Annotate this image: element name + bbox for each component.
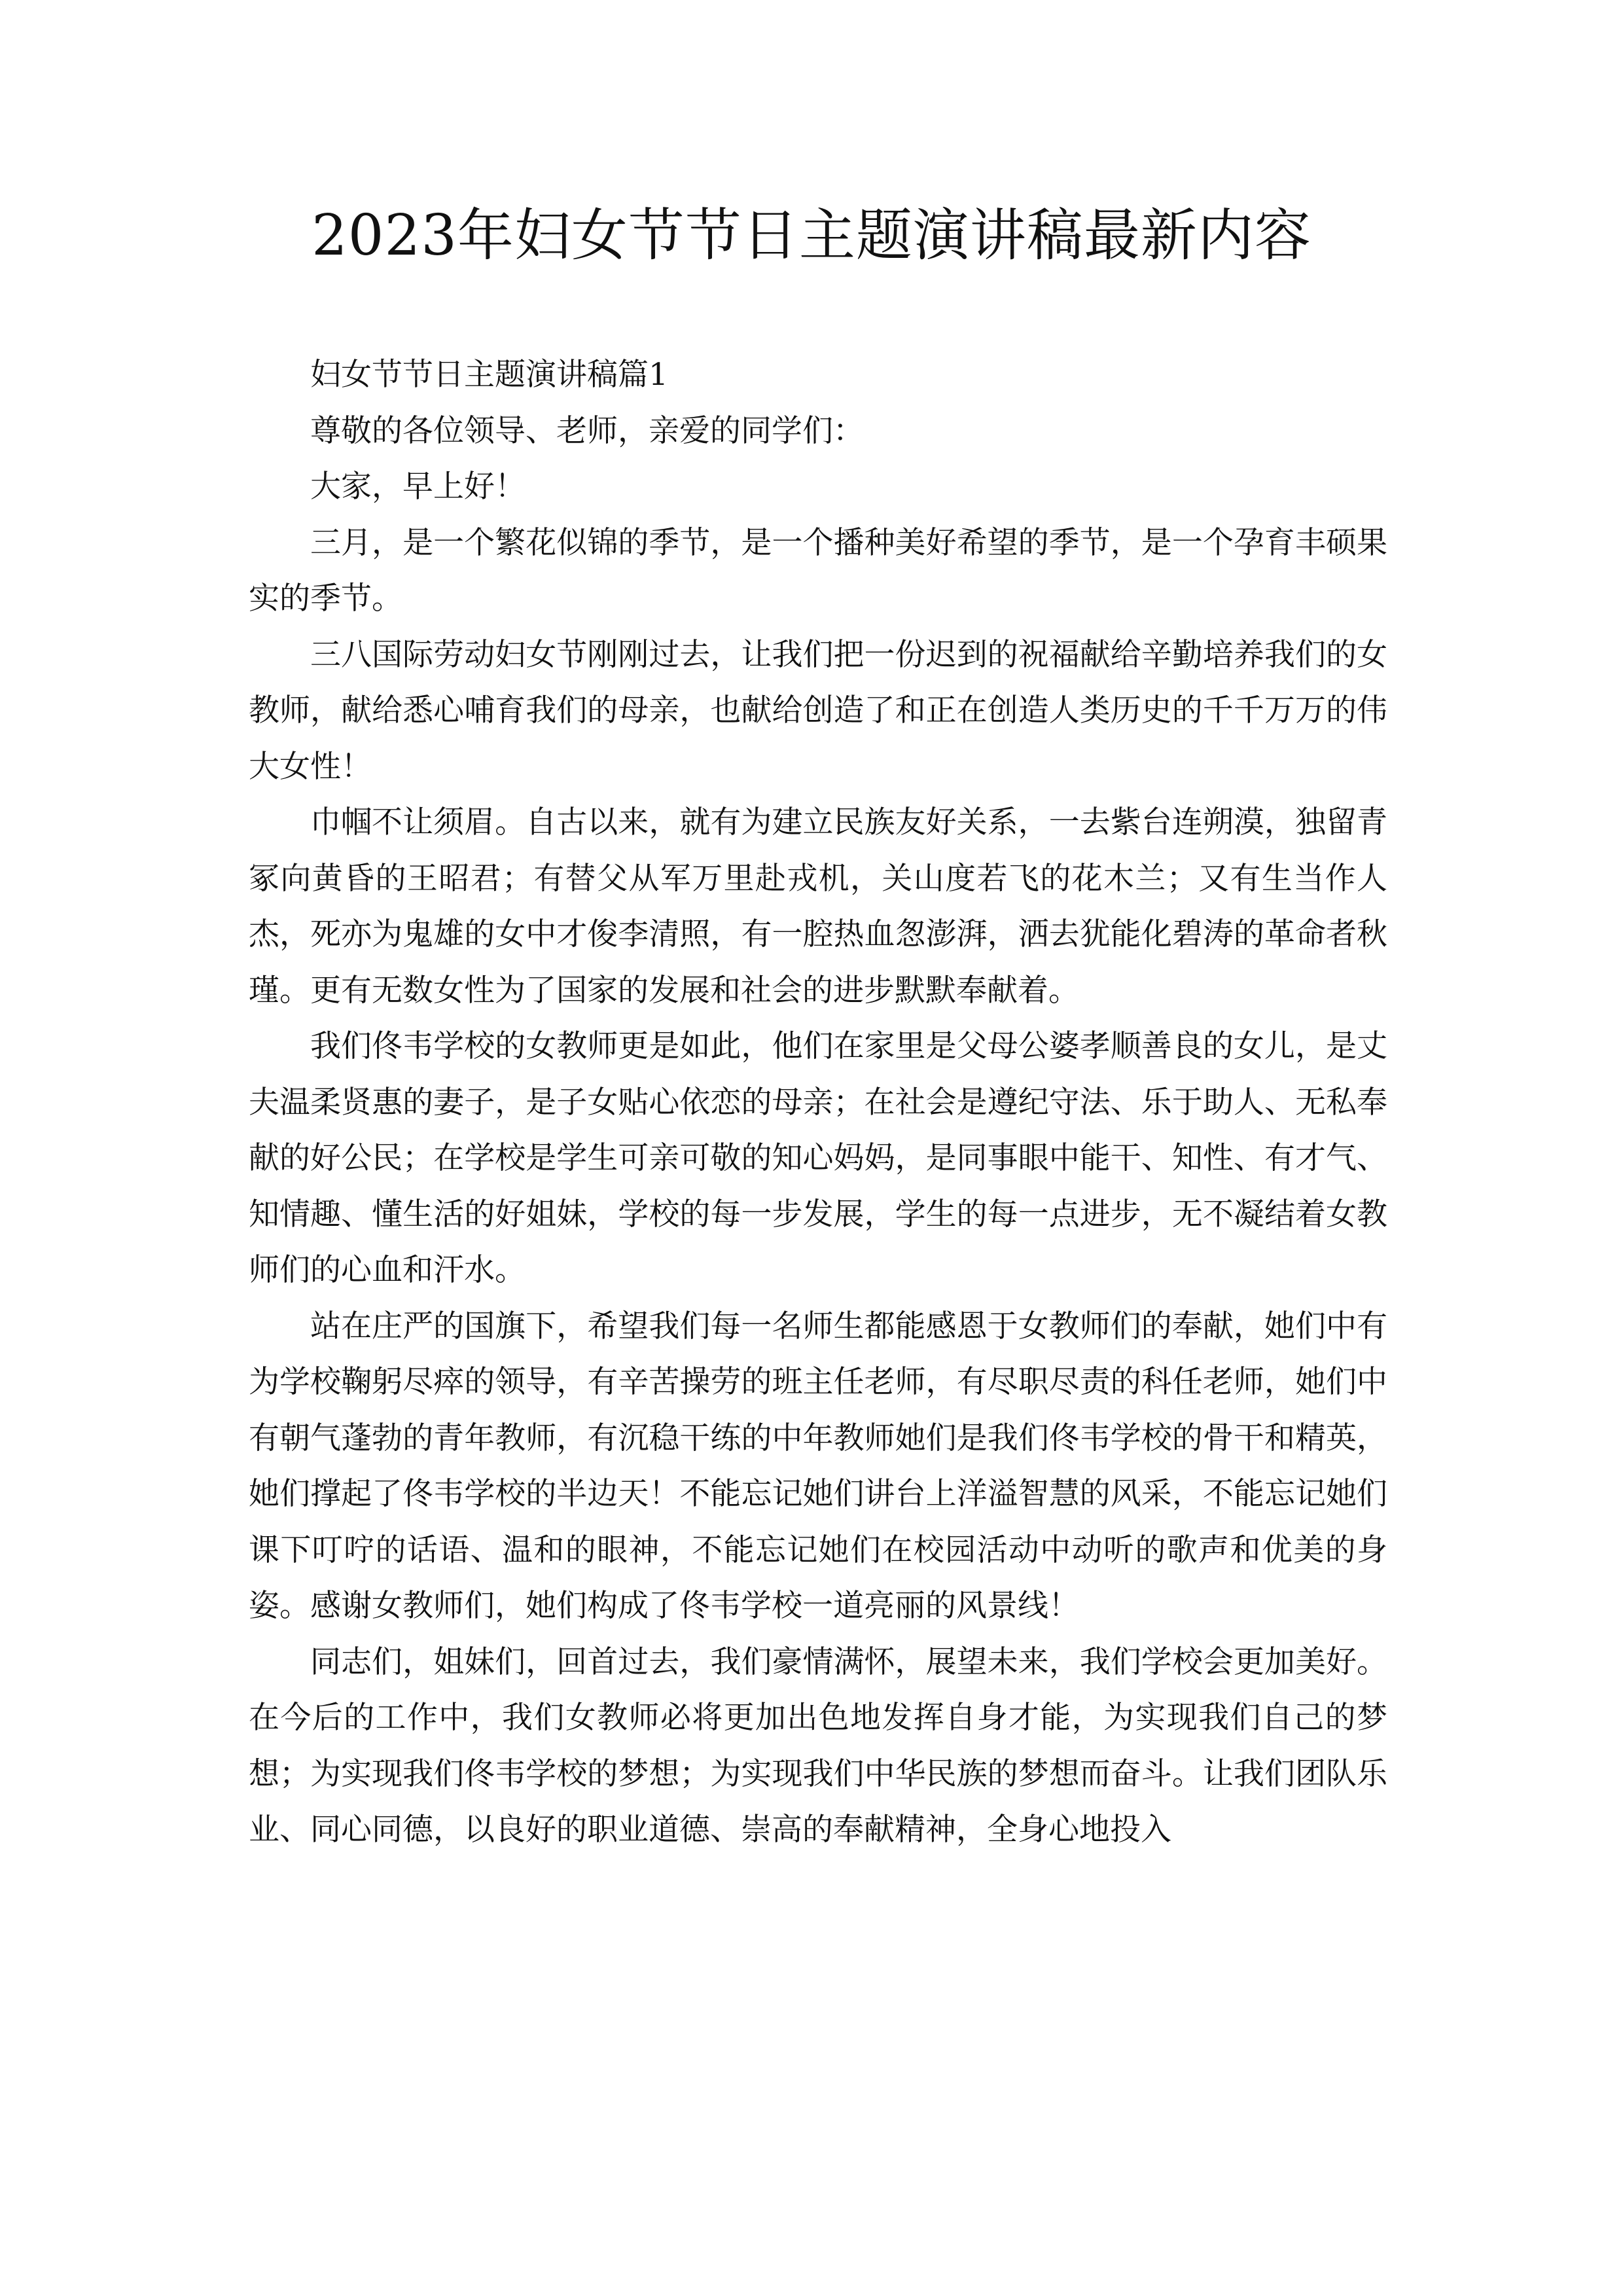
paragraph: 三八国际劳动妇女节刚刚过去，让我们把一份迟到的祝福献给辛勤培养我们的女教师，献给悉心哺育我们的母亲，也献给创造了和正在创造人类历史的千千万万的伟大女性！ — [249, 636, 1387, 785]
document-body — [249, 347, 1387, 1858]
paragraph: 巾帼不让须眉。自古以来，就有为建立民族友好关系，一去紫台连朔漠，独留青冢向黄昏的王昭君；有替父从军万里赴戎机，关山度若飞的花木兰；又有生当作人杰，死亦为鬼雄的女中才俊李清照，有一腔热血怱澎湃，洒去犹能化碧涛的革命者秋瑾。更有无数女性为了国家的发展和社会的进步默默奉献着。 — [249, 804, 1387, 1009]
paragraph: 我们佟韦学校的女教师更是如此，他们在家里是父母公婆孝顺善良的女儿，是丈夫温柔贤惠的妻子，是子女贴心依恋的母亲；在社会是遵纪守法、乐于助人、无私奉献的好公民；在学校是学生可亲可敬的知心妈妈，是同事眼中能干、知性、有才气、知情趣、懂生活的好姐妹，学校的每一步发展，学生的每一点进步，无不凝结着女教师们的心血和汗水。 — [249, 1028, 1387, 1288]
paragraph: 站在庄严的国旗下，希望我们每一名师生都能感恩于女教师们的奉献，她们中有为学校鞠躬尽瘁的领导，有辛苦操劳的班主任老师，有尽职尽责的科任老师，她们中有朝气蓬勃的青年教师，有沉稳干练的中年教师她们是我们佟韦学校的骨干和精英，她们撑起了佟韦学校的半边天！不能忘记她们讲台上洋溢智慧的风采，不能忘记她们课下叮咛的话语、温和的眼神，不能忘记她们在校园活动中动听的歌声和优美的身姿。感谢女教师们，她们构成了佟韦学校一道亮丽的风景线！ — [249, 1308, 1387, 1624]
document-title: 2023年妇女节节日主题演讲稿最新内容 — [312, 203, 1311, 268]
paragraph: 同志们，姐妹们，回首过去，我们豪情满怀，展望未来，我们学校会更加美好。在今后的工作中，我们女教师必将更加出色地发挥自身才能，为实现我们自己的梦想；为实现我们佟韦学校的梦想；为实现我们中华民族的梦想而奋斗。让我们团队乐业、同心同德，以良好的职业道德、崇高的奉献精神，全身心地投入 — [249, 1643, 1387, 1848]
paragraph-section-heading: 妇女节节日主题演讲稿篇1 — [310, 357, 668, 393]
paragraph-salutation: 尊敬的各位领导、老师，亲爱的同学们： — [310, 412, 864, 449]
paragraph: 三月，是一个繁花似锦的季节，是一个播种美好希望的季节，是一个孕育丰硕果实的季节。 — [249, 524, 1387, 617]
paragraph-greeting: 大家，早上好！ — [310, 469, 526, 505]
